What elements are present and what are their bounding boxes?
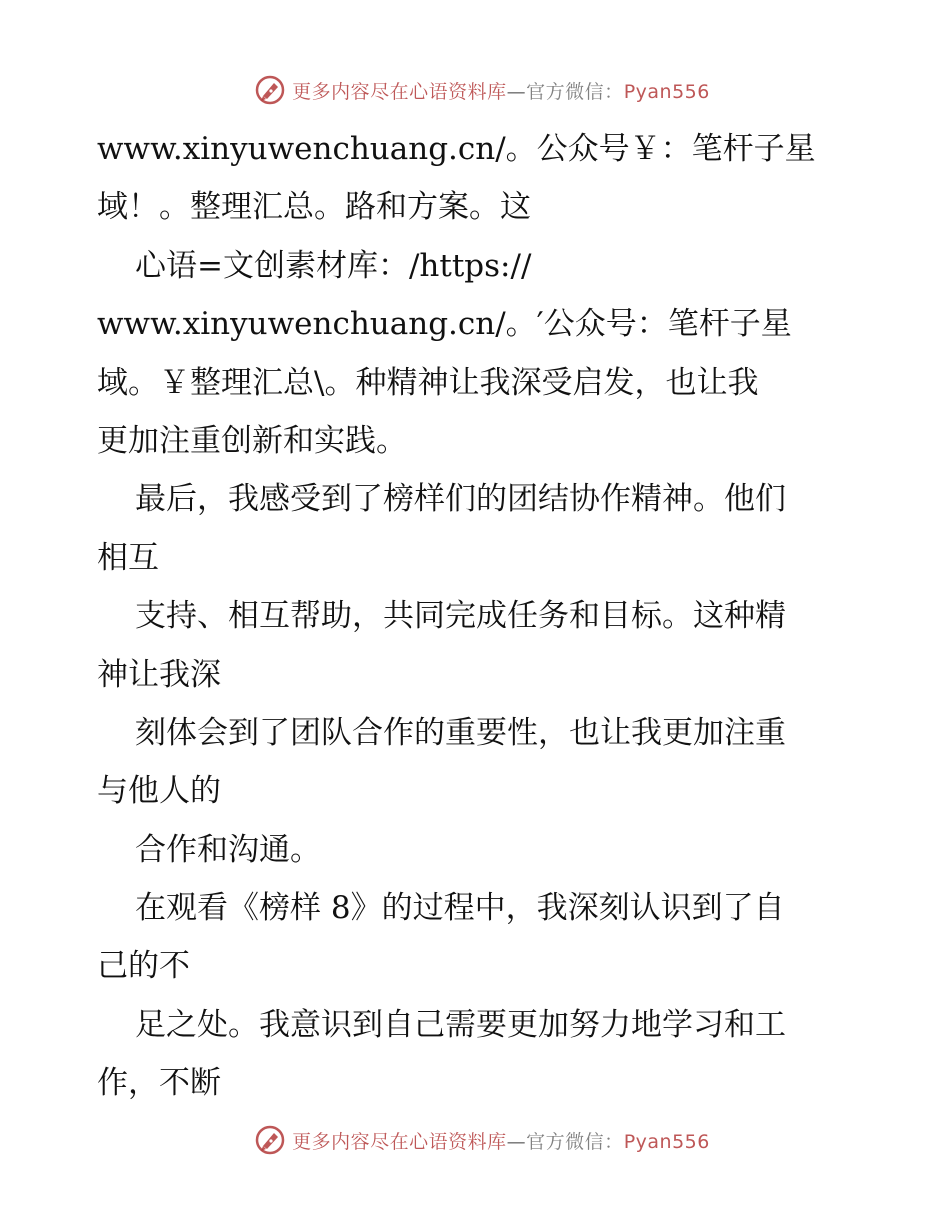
watermark-main-text: 更多内容尽在心语资料库 bbox=[292, 80, 507, 103]
footer-watermark-text bbox=[292, 1127, 710, 1154]
footer-watermark-banner bbox=[0, 1120, 950, 1160]
footer-watermark-group bbox=[254, 1124, 710, 1156]
text-line: www.xinyuwenchuang.cn/。′公众号：笔杆子星 bbox=[97, 306, 792, 343]
text-line: 己的不 bbox=[97, 948, 190, 985]
text-line: 合作和沟通。 bbox=[135, 831, 321, 868]
watermark-dash: — bbox=[506, 80, 527, 103]
text-line: 最后，我感受到了榜样们的团结协作精神。他们 bbox=[135, 481, 786, 518]
watermark-sub-text: 官方微信： bbox=[526, 1130, 624, 1153]
text-line: 刻体会到了团队合作的重要性，也让我更加注重 bbox=[135, 714, 786, 751]
text-line: 作，不断 bbox=[97, 1065, 221, 1102]
text-line: 在观看《榜样 8》的过程中，我深刻认识到了自 bbox=[135, 890, 785, 927]
text-line: 更加注重创新和实践。 bbox=[97, 422, 407, 459]
watermark-dash: — bbox=[506, 1130, 527, 1153]
watermark-main-text: 更多内容尽在心语资料库 bbox=[292, 1130, 507, 1153]
text-line: 相互 bbox=[97, 539, 159, 576]
text-line: 足之处。我意识到自己需要更加努力地学习和工 bbox=[135, 1006, 786, 1043]
text-line: 支持、相互帮助，共同完成任务和目标。这种精 bbox=[135, 598, 786, 635]
text-line: 域！。整理汇总。路和方案。这 bbox=[97, 189, 531, 226]
pen-nib-logo-icon bbox=[254, 1124, 286, 1156]
watermark-wechat-id: Pyan556 bbox=[623, 1130, 710, 1153]
text-line: 域。￥整理汇总\。种精神让我深受启发，也让我 bbox=[97, 364, 759, 401]
watermark-sub-text: 官方微信： bbox=[526, 80, 624, 103]
header-watermark-text bbox=[292, 77, 710, 104]
pen-nib-logo-icon bbox=[254, 74, 286, 106]
watermark-wechat-id: Pyan556 bbox=[623, 80, 710, 103]
header-watermark-group bbox=[254, 74, 710, 106]
text-line: 神让我深 bbox=[97, 656, 221, 693]
text-line: www.xinyuwenchuang.cn/。公众号￥：笔杆子星 bbox=[97, 131, 816, 167]
document-body bbox=[97, 120, 877, 1113]
text-line: 与他人的 bbox=[97, 773, 221, 810]
header-watermark-banner bbox=[0, 70, 950, 110]
text-line: 心语=文创素材库：/https:// bbox=[135, 247, 532, 284]
